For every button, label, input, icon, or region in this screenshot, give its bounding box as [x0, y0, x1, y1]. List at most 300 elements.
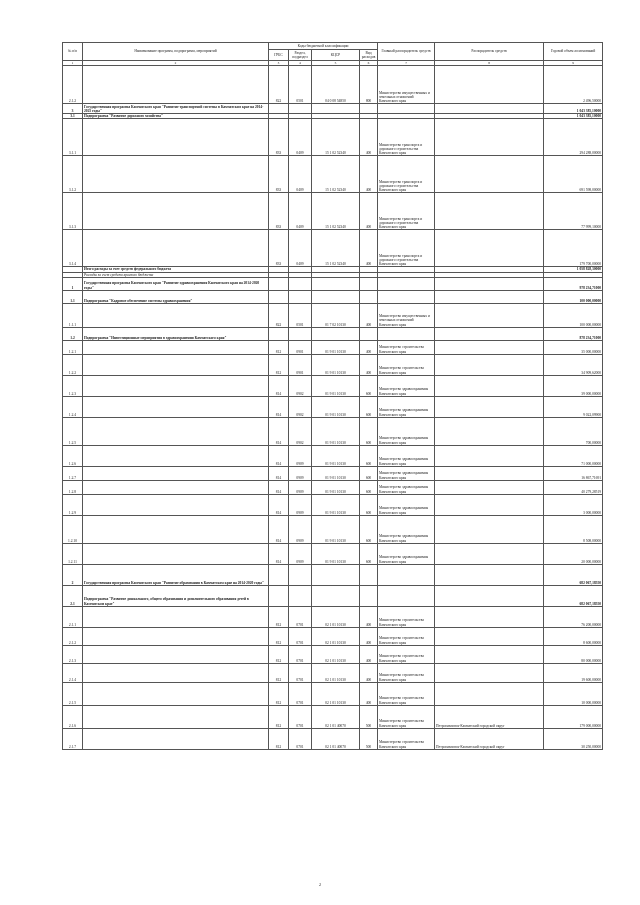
- row-ksr: [312, 290, 360, 303]
- row-main-manager: Министерство строительства Камчатского края: [378, 645, 435, 663]
- row-expense-type: 500: [360, 705, 378, 728]
- row-grbs: 812: [269, 340, 289, 354]
- column-number: 3: [269, 61, 289, 66]
- row-grbs: 812: [269, 663, 289, 682]
- row-description: Подпрограмма "Инвестиционные мероприятия в здравоохранении Камчатского края": [83, 327, 269, 340]
- row-number: 3: [63, 104, 83, 114]
- table-row: [63, 564, 603, 585]
- column-number: 9: [544, 61, 603, 66]
- row-main-manager: Министерство здравоохранения Камчатского края: [378, 515, 435, 543]
- row-number: 1.2.11: [63, 543, 83, 564]
- row-number: 2.1.1: [63, 606, 83, 627]
- column-number: 1: [63, 61, 83, 66]
- row-main-manager: [378, 290, 435, 303]
- header-name: Наименование программ, подпрограмм, мероприятий: [83, 43, 269, 61]
- row-amount: 8 600,00000: [544, 627, 603, 645]
- row-section: [289, 327, 312, 340]
- row-description: Итого расходы за счет средств федерального бюджета: [83, 267, 269, 272]
- row-ksr: 02 1 01 10130: [312, 663, 360, 682]
- column-number: 4: [289, 61, 312, 66]
- table-row: [63, 445, 603, 466]
- table-row: [63, 705, 603, 728]
- row-description: [83, 156, 269, 193]
- row-main-manager: [378, 585, 435, 606]
- row-amount: 8 508,00000: [544, 515, 603, 543]
- table-row: [63, 494, 603, 515]
- row-grbs: 812: [269, 705, 289, 728]
- row-recipient: [435, 663, 544, 682]
- table-row: [63, 340, 603, 354]
- row-amount: 40 279,28519: [544, 480, 603, 494]
- table-row: [63, 277, 603, 290]
- row-amount: 100 000,00000: [544, 303, 603, 327]
- row-main-manager: Министерство строительства Камчатского края: [378, 682, 435, 705]
- row-section: 0902: [289, 396, 312, 417]
- row-amount: 100 000,00000: [544, 290, 603, 303]
- row-description: [83, 494, 269, 515]
- row-ksr: 02 1 01 10130: [312, 627, 360, 645]
- header-rzpr: Раздел, подраздел: [289, 50, 312, 61]
- row-number: 1.2: [63, 327, 83, 340]
- row-recipient: [435, 445, 544, 466]
- table-row: [63, 645, 603, 663]
- table-row: [63, 515, 603, 543]
- row-amount: 691 598,00000: [544, 156, 603, 193]
- row-amount: 179 700,00000: [544, 230, 603, 267]
- row-number: 3.1.3: [63, 193, 83, 230]
- row-number: 1.2.1: [63, 340, 83, 354]
- table-row: [63, 375, 603, 396]
- row-description: [83, 66, 269, 104]
- row-description: [83, 606, 269, 627]
- column-number: 8: [435, 61, 544, 66]
- row-expense-type: [360, 585, 378, 606]
- row-description: [83, 705, 269, 728]
- row-recipient: [435, 396, 544, 417]
- row-main-manager: Министерство транспорта и дорожного строительства Камчатского края: [378, 230, 435, 267]
- row-section: 0701: [289, 627, 312, 645]
- row-expense-type: 400: [360, 119, 378, 156]
- row-amount: 1 043 385,10000: [544, 104, 603, 114]
- row-ksr: 02 1 01 40070: [312, 705, 360, 728]
- row-recipient: [435, 627, 544, 645]
- row-description: [83, 466, 269, 480]
- header-main-manager: Главный распорядитель средств: [378, 43, 435, 61]
- row-number: 1.2.3: [63, 375, 83, 396]
- row-description: [83, 543, 269, 564]
- row-section: 0409: [289, 230, 312, 267]
- row-number: 2.1.6: [63, 705, 83, 728]
- row-number: 1.2.5: [63, 417, 83, 445]
- row-number: 2.1: [63, 585, 83, 606]
- row-amount: 77 999,10000: [544, 193, 603, 230]
- row-ksr: 01 9 01 10130: [312, 543, 360, 564]
- row-expense-type: 400: [360, 354, 378, 375]
- row-section: 0909: [289, 480, 312, 494]
- row-number: 1: [63, 277, 83, 290]
- header-num: № п/п: [63, 43, 83, 61]
- row-grbs: 833: [269, 193, 289, 230]
- row-recipient: [435, 480, 544, 494]
- row-ksr: [312, 327, 360, 340]
- row-number: 2.1.5: [63, 682, 83, 705]
- row-ksr: 02 1 01 10130: [312, 645, 360, 663]
- row-grbs: 814: [269, 466, 289, 480]
- row-amount: 35 000,00000: [544, 340, 603, 354]
- row-recipient: [435, 585, 544, 606]
- row-ksr: 04 0 08 54850: [312, 66, 360, 104]
- row-number: 2.1.2: [63, 66, 83, 104]
- row-expense-type: [360, 290, 378, 303]
- row-grbs: 812: [269, 606, 289, 627]
- row-number: 3.1.4: [63, 230, 83, 267]
- table-row: [63, 466, 603, 480]
- row-ksr: [312, 564, 360, 585]
- row-ksr: 01 9 01 10130: [312, 375, 360, 396]
- row-grbs: 833: [269, 156, 289, 193]
- row-grbs: 814: [269, 417, 289, 445]
- row-section: 0701: [289, 663, 312, 682]
- row-number: 3.1: [63, 114, 83, 119]
- row-ksr: 15 1 02 52340: [312, 156, 360, 193]
- row-grbs: 814: [269, 396, 289, 417]
- row-main-manager: Министерство строительства Камчатского края: [378, 728, 435, 749]
- table-body: [63, 66, 603, 750]
- row-grbs: 812: [269, 645, 289, 663]
- table-row: [63, 606, 603, 627]
- row-description: [83, 354, 269, 375]
- column-number: 2: [83, 61, 269, 66]
- table-row: [63, 396, 603, 417]
- table-row: [63, 543, 603, 564]
- row-description: [83, 303, 269, 327]
- row-amount: 9 022,09900: [544, 396, 603, 417]
- row-recipient: [435, 354, 544, 375]
- row-description: [83, 663, 269, 682]
- row-recipient: [435, 466, 544, 480]
- row-amount: 1 058 828,30000: [544, 267, 603, 272]
- row-ksr: 15 1 02 52340: [312, 230, 360, 267]
- row-description: Государственная программа Камчатского края "Развитие транспортной системы в Камчатском крае на 2014-2025 годы": [83, 104, 269, 114]
- row-description: [83, 480, 269, 494]
- row-main-manager: Министерство строительства Камчатского края: [378, 705, 435, 728]
- row-main-manager: Министерство строительства Камчатского края: [378, 663, 435, 682]
- row-expense-type: 600: [360, 375, 378, 396]
- row-grbs: 814: [269, 543, 289, 564]
- row-number: 1.2.7: [63, 466, 83, 480]
- row-recipient: [435, 303, 544, 327]
- row-number: 1.2.6: [63, 445, 83, 466]
- header-grbs: ГРБС: [269, 50, 289, 61]
- row-number: 1.2.8: [63, 480, 83, 494]
- row-recipient: [435, 375, 544, 396]
- row-ksr: 02 1 01 10130: [312, 682, 360, 705]
- row-amount: 2 496,50000: [544, 66, 603, 104]
- table-row: [63, 585, 603, 606]
- row-recipient: [435, 564, 544, 585]
- row-ksr: [312, 104, 360, 114]
- row-ksr: 01 9 01 10130: [312, 445, 360, 466]
- row-number: 1.1.1: [63, 303, 83, 327]
- row-section: 0909: [289, 494, 312, 515]
- table-row: [63, 417, 603, 445]
- row-amount: 34 909,62000: [544, 354, 603, 375]
- row-main-manager: Министерство здравоохранения Камчатского края: [378, 494, 435, 515]
- row-main-manager: Министерство транспорта и дорожного строительства Камчатского края: [378, 193, 435, 230]
- row-ksr: 01 9 01 10130: [312, 354, 360, 375]
- row-ksr: 01 9 01 10130: [312, 340, 360, 354]
- row-number: 1.2.10: [63, 515, 83, 543]
- row-number: 2.1.4: [63, 663, 83, 682]
- row-description: [83, 627, 269, 645]
- row-section: [289, 585, 312, 606]
- row-description: [83, 230, 269, 267]
- row-amount: 39 000,00000: [544, 375, 603, 396]
- table-row: [63, 230, 603, 267]
- row-number: 1.2.4: [63, 396, 83, 417]
- row-recipient: [435, 645, 544, 663]
- row-amount: 878 234,71000: [544, 327, 603, 340]
- row-expense-type: 400: [360, 663, 378, 682]
- row-number: 2: [63, 564, 83, 585]
- row-recipient: [435, 606, 544, 627]
- row-recipient: [435, 277, 544, 290]
- row-main-manager: Министерство строительства Камчатского края: [378, 606, 435, 627]
- row-description: [83, 375, 269, 396]
- row-recipient: Петропавловск-Камчатский городской округ: [435, 705, 544, 728]
- row-section: [289, 564, 312, 585]
- row-ksr: 01 9 01 10130: [312, 480, 360, 494]
- row-amount: 10 000,00000: [544, 682, 603, 705]
- row-recipient: [435, 494, 544, 515]
- budget-allocation-table: [62, 42, 603, 750]
- row-expense-type: 400: [360, 606, 378, 627]
- table-row: [63, 303, 603, 327]
- row-grbs: [269, 564, 289, 585]
- table-row: [63, 290, 603, 303]
- row-description: [83, 119, 269, 156]
- row-number: 2.1.3: [63, 645, 83, 663]
- row-ksr: [312, 585, 360, 606]
- table-row: [63, 327, 603, 340]
- row-section: 0909: [289, 466, 312, 480]
- header-recipient: Распорядитель средств: [435, 43, 544, 61]
- row-recipient: [435, 290, 544, 303]
- row-expense-type: 600: [360, 480, 378, 494]
- row-description: [83, 193, 269, 230]
- row-main-manager: Министерство здравоохранения Камчатского края: [378, 375, 435, 396]
- row-expense-type: 800: [360, 66, 378, 104]
- row-amount: 1 043 385,10000: [544, 114, 603, 119]
- row-amount: 80 000,00000: [544, 645, 603, 663]
- table-row: [63, 156, 603, 193]
- row-ksr: 02 1 01 40070: [312, 728, 360, 749]
- column-number: 5: [312, 61, 360, 66]
- row-grbs: [269, 277, 289, 290]
- row-grbs: [269, 290, 289, 303]
- row-grbs: 812: [269, 728, 289, 749]
- row-recipient: [435, 682, 544, 705]
- row-grbs: 822: [269, 303, 289, 327]
- row-description: [83, 728, 269, 749]
- row-main-manager: Министерство здравоохранения Камчатского края: [378, 417, 435, 445]
- row-number: 1.2.9: [63, 494, 83, 515]
- row-section: 0409: [289, 193, 312, 230]
- row-recipient: [435, 340, 544, 354]
- row-grbs: 833: [269, 230, 289, 267]
- table-row: [63, 193, 603, 230]
- row-description: [83, 445, 269, 466]
- row-number: 3.1.1: [63, 119, 83, 156]
- header-codes-group: Коды бюджетной классификации: [269, 43, 378, 50]
- row-section: [289, 104, 312, 114]
- row-expense-type: [360, 277, 378, 290]
- row-section: [289, 290, 312, 303]
- row-ksr: 02 1 01 10130: [312, 606, 360, 627]
- row-recipient: [435, 119, 544, 156]
- row-amount: 682 067,18550: [544, 564, 603, 585]
- row-grbs: 812: [269, 682, 289, 705]
- row-section: 0902: [289, 417, 312, 445]
- row-recipient: [435, 543, 544, 564]
- row-section: 0902: [289, 375, 312, 396]
- row-amount: 16 867,71691: [544, 466, 603, 480]
- row-section: 0501: [289, 66, 312, 104]
- row-description: Подпрограмма "Развитие дорожного хозяйства": [83, 114, 269, 119]
- row-recipient: [435, 230, 544, 267]
- table-row: [63, 627, 603, 645]
- row-section: 0409: [289, 119, 312, 156]
- table-row: [63, 354, 603, 375]
- row-main-manager: Министерство здравоохранения Камчатского края: [378, 445, 435, 466]
- row-recipient: [435, 327, 544, 340]
- row-main-manager: Министерство транспорта и дорожного строительства Камчатского края: [378, 156, 435, 193]
- row-expense-type: [360, 327, 378, 340]
- row-recipient: [435, 156, 544, 193]
- header-vr: Вид расходов: [360, 50, 378, 61]
- table-row: [63, 663, 603, 682]
- row-description: Подпрограмма "Развитие дошкольного, общего образования и дополнительного образования детей в Камчатском крае": [83, 585, 269, 606]
- row-section: 0901: [289, 340, 312, 354]
- row-section: 0901: [289, 354, 312, 375]
- header-ksr: КЦСР: [312, 50, 360, 61]
- row-ksr: 15 1 02 52340: [312, 119, 360, 156]
- table-row: [63, 682, 603, 705]
- row-ksr: 01 9 01 10130: [312, 466, 360, 480]
- row-section: 0701: [289, 682, 312, 705]
- row-section: 0701: [289, 728, 312, 749]
- row-expense-type: [360, 104, 378, 114]
- row-number: 3.1.2: [63, 156, 83, 193]
- header-amount: Годовой объем ассигнований: [544, 43, 603, 61]
- row-description: [83, 645, 269, 663]
- row-amount: 3 000,00000: [544, 494, 603, 515]
- row-main-manager: [378, 564, 435, 585]
- row-main-manager: [378, 327, 435, 340]
- row-expense-type: 400: [360, 340, 378, 354]
- row-recipient: [435, 515, 544, 543]
- row-section: [289, 277, 312, 290]
- table-row: [63, 104, 603, 114]
- row-main-manager: Министерство строительства Камчатского края: [378, 627, 435, 645]
- row-number: 1.2.2: [63, 354, 83, 375]
- row-expense-type: 400: [360, 193, 378, 230]
- row-expense-type: 400: [360, 682, 378, 705]
- row-amount: 71 000,00000: [544, 445, 603, 466]
- row-expense-type: 600: [360, 417, 378, 445]
- row-amount: 294 288,00000: [544, 119, 603, 156]
- row-recipient: [435, 417, 544, 445]
- row-main-manager: Министерство имущественных и земельных отношений Камчатского края: [378, 303, 435, 327]
- row-section: 0909: [289, 543, 312, 564]
- row-section: 0501: [289, 303, 312, 327]
- row-expense-type: 500: [360, 728, 378, 749]
- row-recipient: Петропавловск-Камчатский городской округ: [435, 728, 544, 749]
- row-number: 2.1.2: [63, 627, 83, 645]
- row-amount: 700,00000: [544, 417, 603, 445]
- row-recipient: [435, 193, 544, 230]
- row-description: Расходы за счет средств краевого бюджета: [83, 272, 269, 277]
- column-number: 7: [378, 61, 435, 66]
- table-row: [63, 66, 603, 104]
- row-section: 0909: [289, 445, 312, 466]
- row-ksr: 01 7 02 10130: [312, 303, 360, 327]
- row-grbs: 814: [269, 494, 289, 515]
- row-description: [83, 417, 269, 445]
- row-main-manager: [378, 277, 435, 290]
- row-number: 1.1: [63, 290, 83, 303]
- row-amount: 682 067,18550: [544, 585, 603, 606]
- row-main-manager: Министерство строительства Камчатского края: [378, 340, 435, 354]
- row-main-manager: Министерство здравоохранения Камчатского края: [378, 396, 435, 417]
- row-expense-type: [360, 564, 378, 585]
- row-description: [83, 340, 269, 354]
- page-number: 2: [318, 882, 322, 887]
- row-main-manager: Министерство строительства Камчатского края: [378, 354, 435, 375]
- row-amount: 978 234,71000: [544, 277, 603, 290]
- row-grbs: [269, 327, 289, 340]
- row-grbs: 833: [269, 119, 289, 156]
- row-main-manager: Министерство здравоохранения Камчатского края: [378, 480, 435, 494]
- row-ksr: [312, 277, 360, 290]
- row-ksr: 01 9 01 10130: [312, 417, 360, 445]
- row-expense-type: 400: [360, 645, 378, 663]
- row-expense-type: 400: [360, 156, 378, 193]
- table-row: [63, 480, 603, 494]
- row-main-manager: Министерство здравоохранения Камчатского края: [378, 543, 435, 564]
- row-ksr: 01 9 01 10130: [312, 494, 360, 515]
- row-grbs: 812: [269, 627, 289, 645]
- row-main-manager: Министерство транспорта и дорожного строительства Камчатского края: [378, 119, 435, 156]
- table-row: [63, 728, 603, 749]
- row-expense-type: 400: [360, 303, 378, 327]
- row-amount: 179 000,00000: [544, 705, 603, 728]
- row-expense-type: 600: [360, 543, 378, 564]
- row-grbs: 822: [269, 66, 289, 104]
- row-expense-type: 600: [360, 515, 378, 543]
- row-grbs: 814: [269, 480, 289, 494]
- row-ksr: 01 9 01 10130: [312, 396, 360, 417]
- row-description: [83, 396, 269, 417]
- row-section: 0909: [289, 515, 312, 543]
- row-main-manager: Министерство имущественных и земельных отношений Камчатского края: [378, 66, 435, 104]
- row-amount: 20 000,00000: [544, 543, 603, 564]
- row-description: Государственная программа Камчатского края "Развитие образования в Камчатском крае на 2014-2020 годы": [83, 564, 269, 585]
- row-section: 0701: [289, 645, 312, 663]
- row-main-manager: [378, 104, 435, 114]
- row-ksr: 15 1 02 52340: [312, 193, 360, 230]
- row-grbs: 814: [269, 445, 289, 466]
